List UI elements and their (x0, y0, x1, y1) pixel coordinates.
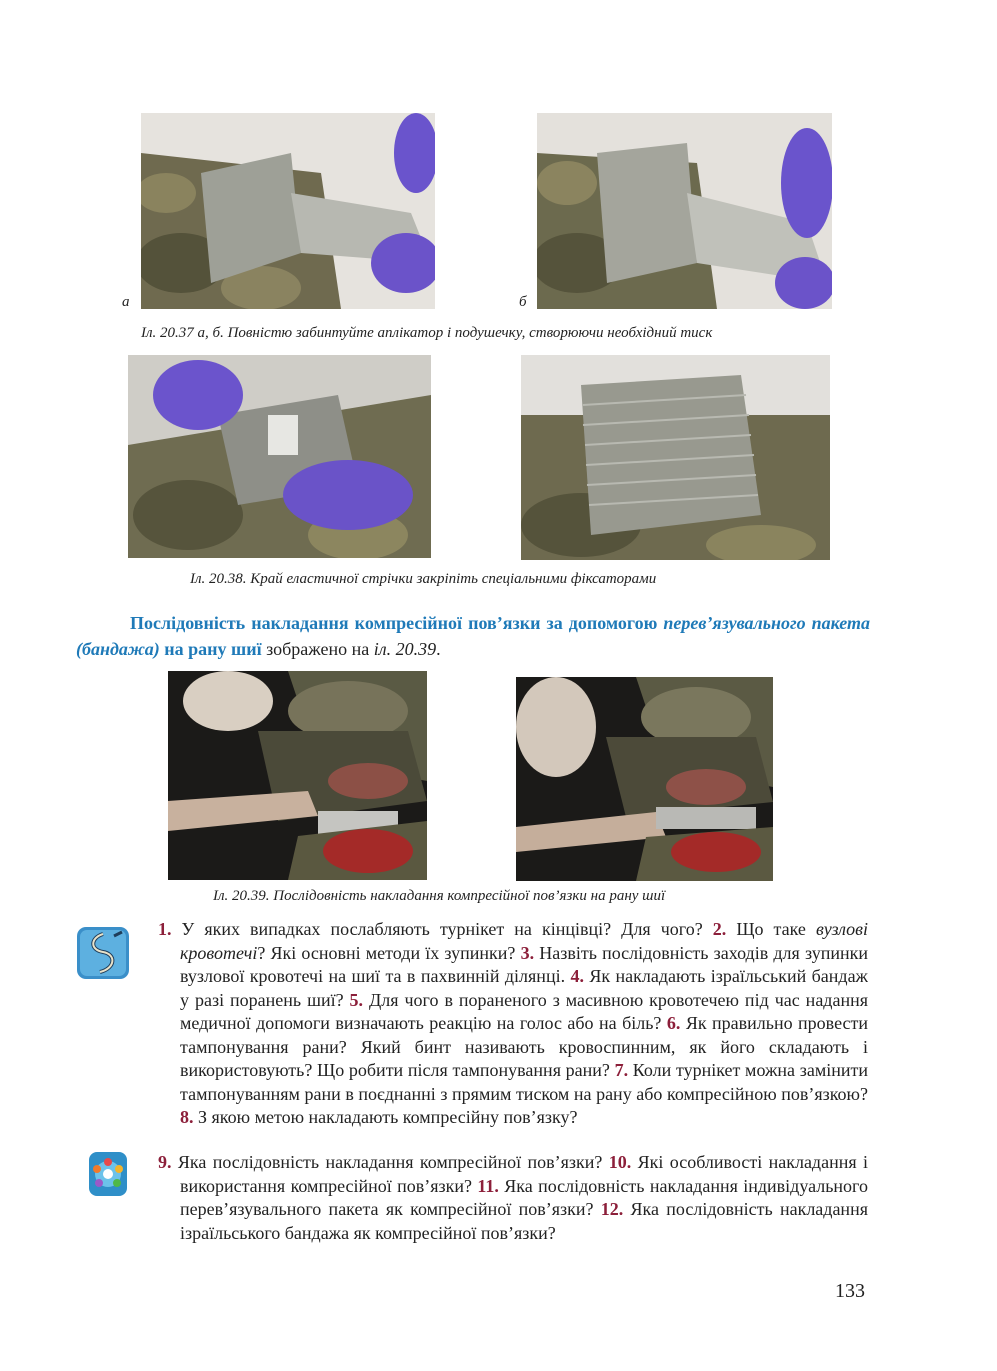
question-number: 1. (158, 919, 172, 939)
question-text: ? Які основні методи їх зупинки? (257, 942, 521, 963)
question-number: 12. (600, 1199, 624, 1219)
question-number: 5. (349, 989, 364, 1010)
question-text: З якою метою накладають компресійну пов’язку? (193, 1107, 578, 1127)
snake-staff-icon (76, 926, 130, 980)
photo-20-38-right (521, 355, 830, 560)
question-number: 9. (158, 1152, 172, 1172)
caption-20-39: Іл. 20.39. Послідовність накладання компресійної пов’язки на рану шиї (213, 888, 666, 904)
page-number: 133 (835, 1280, 865, 1302)
question-text: Як накладають ізраїльський бандаж у разі поранень шиї? (180, 966, 868, 1010)
question-number: 2. (712, 919, 727, 939)
questions-block-1 (158, 918, 868, 1130)
caption-20-37: Іл. 20.37 а, б. Повністю забинтуйте аплікатор і подушечку, створюючи необхідний тиск (141, 325, 713, 341)
question-number: 6. (666, 1013, 681, 1033)
question-number: 3. (520, 942, 535, 963)
question-number: 8. (180, 1107, 194, 1127)
question-term: вузлові кровотечі (180, 919, 868, 963)
intro-term: перев’язувального пакета (бандажа) (76, 613, 870, 659)
figure-letter-b: б (519, 294, 527, 310)
question-text: Що таке (726, 919, 816, 939)
questions-block-2 (158, 1151, 868, 1245)
caption-20-38: Іл. 20.38. Край еластичної стрічки закріпіть спеціальними фіксаторами (190, 571, 657, 587)
question-text: Коли турнікет можна замінити тампонуванням рани в поєднанні з прямим тиском на рану або компресійною пов’язкою? (180, 1060, 868, 1104)
photo-20-37-b (537, 113, 832, 309)
intro-paragraph (76, 610, 870, 662)
figure-letter-a: а (122, 294, 130, 310)
question-text: У яких випадках послабляють турнікет на кінцівці? Для чого? (171, 919, 713, 939)
question-number: 11. (477, 1175, 499, 1196)
question-text: Яка послідовність накладання ізраїльського бандажа як компресійної пов’язки? (180, 1199, 868, 1243)
question-text: Яка послідовність накладання компресійної пов’язки? (171, 1152, 609, 1172)
question-text: Як правильно провести тампонування рани? Який бинт називають кровоспинним, як його складають і використовують? Що робити після тампонування рани? (180, 1013, 869, 1080)
question-number: 4. (570, 966, 584, 986)
question-number: 7. (614, 1060, 629, 1080)
intro-highlight: Послідовність накладання компресійної пов’язки за допомогою (130, 613, 664, 633)
question-text: Назвіть послідовність заходів для зупинки вузлової кровотечі на шиї та в пахвинній ділянці. (180, 942, 868, 986)
photo-20-39-left (168, 671, 427, 880)
intro-text: зображено на (261, 639, 374, 659)
question-text: Яка послідовність накладання індивідуального перев’язувального пакета як компресійної пов’язки? (180, 1175, 868, 1219)
question-text: Для чого в пораненого з масивною кровотечею під час надання медичної допомоги визначають реакцію на голос або на біль? (180, 989, 868, 1033)
question-text: Які особливості накладання і використання компресійної пов’язки? (180, 1152, 868, 1196)
intro-period: . (436, 639, 441, 659)
question-number: 10. (608, 1152, 632, 1172)
people-circle-icon (88, 1151, 128, 1197)
photo-20-37-a (141, 113, 435, 309)
intro-figure-ref: іл. 20.39 (373, 639, 437, 659)
photo-20-39-right (516, 677, 773, 881)
intro-highlight-end: на рану шиї (159, 639, 262, 659)
photo-20-38-left (128, 355, 431, 558)
